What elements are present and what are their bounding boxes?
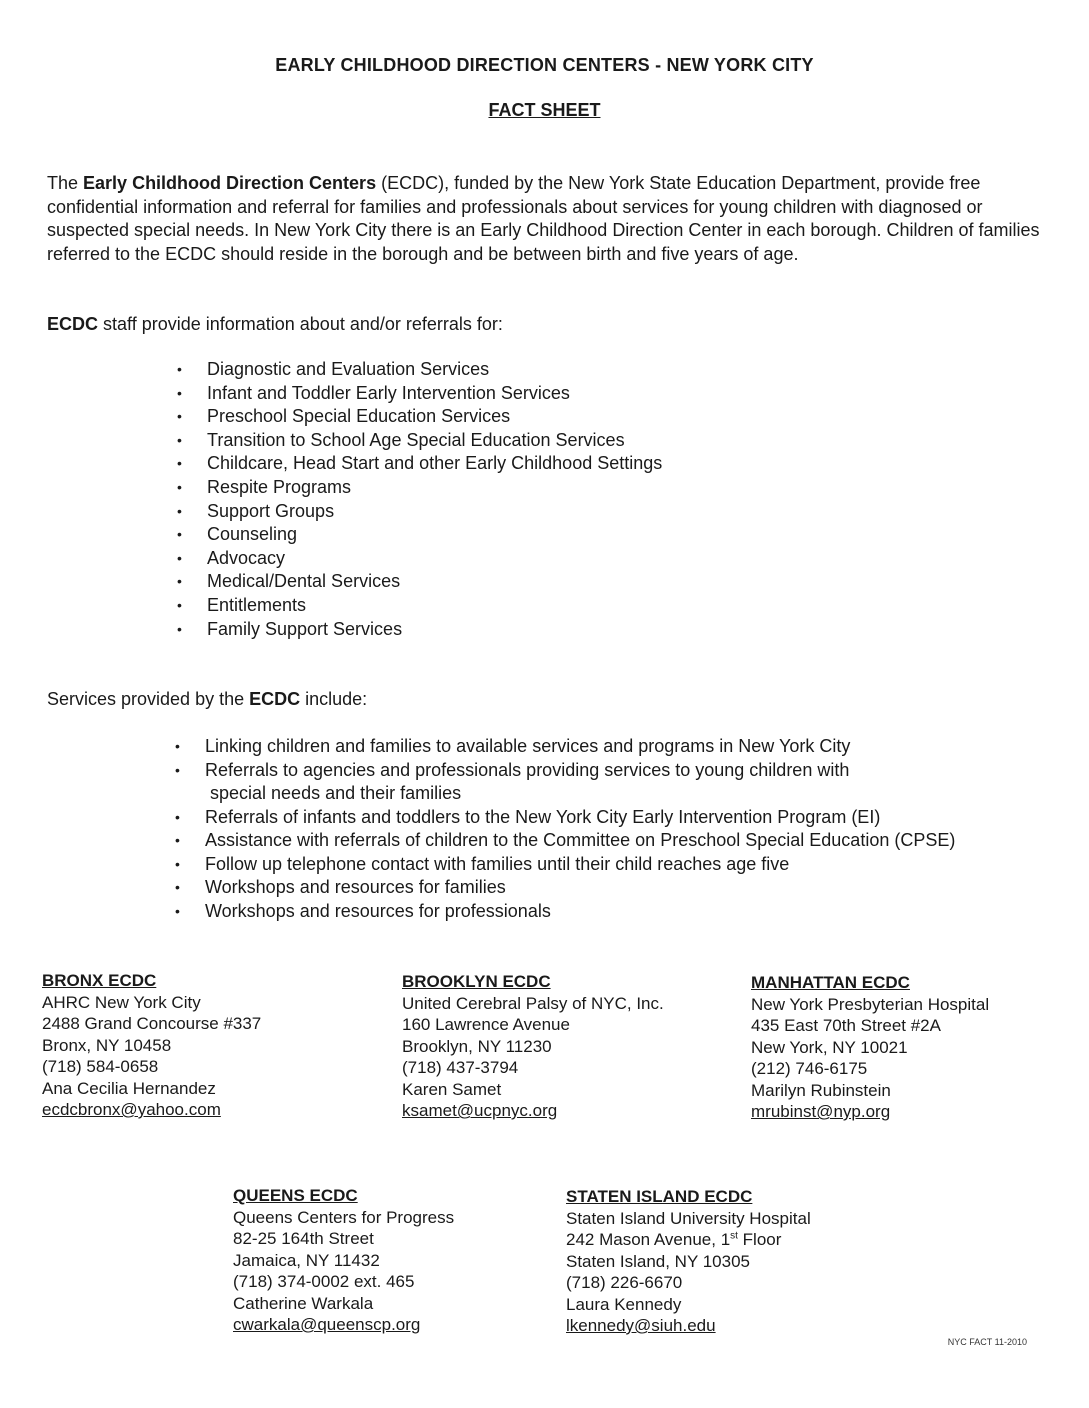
- staten-island-address-sup: st: [730, 1230, 738, 1242]
- page-subtitle: FACT SHEET: [488, 100, 601, 120]
- staten-island-email-link[interactable]: lkennedy@siuh.edu: [566, 1316, 716, 1335]
- staff-list-item: [177, 547, 662, 571]
- intro-post: (ECDC), funded by the New York State Education Department, provide free confidential information and referral for families and professionals about services for young children with diagnosed or suspected special needs. In New York City there is an Early Childhood Direction Center in each borough. Children of families referred to the ECDC should reside in the borough and be between birth and five years of age.: [47, 173, 1040, 264]
- bullet-icon: •: [177, 596, 182, 613]
- staff-list-item: [177, 500, 662, 524]
- brooklyn-city: Brooklyn, NY 11230: [402, 1036, 552, 1056]
- staten-island-address-post: Floor: [737, 1230, 782, 1249]
- bullet-icon: •: [177, 526, 182, 543]
- staten-island-address: [566, 1229, 811, 1251]
- services-list-item: [175, 759, 1045, 806]
- bronx-org: AHRC New York City: [42, 992, 201, 1012]
- page-title: EARLY CHILDHOOD DIRECTION CENTERS - NEW YORK CITY: [275, 55, 814, 75]
- bronx-person: Ana Cecilia Hernandez: [42, 1078, 216, 1098]
- manhattan-city: New York, NY 10021: [751, 1037, 908, 1057]
- manhattan-person: Marilyn Rubinstein: [751, 1080, 891, 1100]
- staff-list-item: [177, 618, 662, 642]
- staten-island-city: Staten Island, NY 10305: [566, 1251, 750, 1271]
- manhattan-heading: MANHATTAN ECDC: [751, 973, 910, 992]
- staff-list-item: [177, 429, 662, 453]
- brooklyn-org: United Cerebral Palsy of NYC, Inc.: [402, 993, 664, 1013]
- staten-island-contact: [566, 1186, 811, 1337]
- staff-lead-bold: ECDC: [47, 314, 99, 334]
- staten-island-heading: STATEN ISLAND ECDC: [566, 1187, 753, 1206]
- staff-list-item: [177, 570, 662, 594]
- brooklyn-person: Karen Samet: [402, 1079, 502, 1099]
- staff-list-item: [177, 476, 662, 500]
- intro-pre: The: [47, 173, 84, 193]
- bullet-icon: •: [177, 573, 182, 590]
- bullet-icon: •: [177, 408, 182, 425]
- services-lead-bold: ECDC: [249, 689, 301, 709]
- services-list-item-text: Referrals of infants and toddlers to the New York City Early Intervention Program (EI): [205, 806, 881, 827]
- staff-list-item-text: Medical/Dental Services: [207, 571, 401, 592]
- intro-bold: Early Childhood Direction Centers: [83, 173, 377, 193]
- services-list: [175, 735, 1045, 923]
- staff-list-item-text: Advocacy: [207, 547, 286, 568]
- services-list-item-text: Workshops and resources for professionals: [205, 900, 551, 921]
- staff-lead-text: staff provide information about and/or referrals for:: [98, 314, 503, 334]
- manhattan-email-link[interactable]: mrubinst@nyp.org: [751, 1102, 891, 1121]
- manhattan-phone: (212) 746-6175: [751, 1059, 868, 1078]
- queens-org: Queens Centers for Progress: [233, 1207, 455, 1227]
- queens-phone: (718) 374-0002 ext. 465: [233, 1272, 415, 1291]
- bullet-icon: •: [177, 620, 182, 637]
- services-lead-pre: Services provided by the: [47, 689, 250, 709]
- services-list-item: [175, 876, 1045, 900]
- services-list-item-text: Assistance with referrals of children to the Committee on Preschool Special Education (CPSE): [205, 830, 956, 850]
- staff-list-item-text: Family Support Services: [207, 618, 403, 639]
- brooklyn-contact: [402, 971, 664, 1122]
- bronx-email-link[interactable]: ecdcbronx@yahoo.com: [42, 1100, 221, 1119]
- staff-list-item: [177, 523, 662, 547]
- services-lead: [47, 688, 367, 710]
- staff-list-item-text: Infant and Toddler Early Intervention Services: [207, 382, 570, 403]
- staff-list-item-text: Counseling: [207, 524, 298, 545]
- services-list-item: [175, 806, 1045, 830]
- staff-list-item-text: Entitlements: [207, 594, 307, 615]
- services-list-item-text: Referrals to agencies and professionals providing services to young children with: [205, 759, 850, 780]
- brooklyn-address: 160 Lawrence Avenue: [402, 1015, 570, 1034]
- manhattan-contact: [751, 972, 989, 1123]
- staff-list-item-text: Childcare, Head Start and other Early Childhood Settings: [207, 453, 663, 474]
- staff-list-item: [177, 452, 663, 476]
- queens-city: Jamaica, NY 11432: [233, 1250, 380, 1270]
- staten-island-phone: (718) 226-6670: [566, 1273, 683, 1292]
- queens-contact: [233, 1185, 454, 1336]
- services-list-item-text: Linking children and families to available services and programs in New York City: [205, 736, 851, 756]
- staff-list-item-text: Diagnostic and Evaluation Services: [207, 359, 490, 379]
- services-list-item: [175, 829, 1045, 853]
- bullet-icon: •: [175, 738, 180, 754]
- services-list-item-text: Follow up telephone contact with families until their child reaches age five: [205, 853, 790, 874]
- services-list-item-continuation: special needs and their families: [210, 783, 462, 803]
- brooklyn-heading: BROOKLYN ECDC: [402, 972, 551, 991]
- staten-island-org: Staten Island University Hospital: [566, 1208, 811, 1228]
- manhattan-org: New York Presbyterian Hospital: [751, 994, 990, 1014]
- bronx-city: Bronx, NY 10458: [42, 1035, 172, 1055]
- bronx-address: 2488 Grand Concourse #337: [42, 1014, 262, 1033]
- staff-list-item: [177, 358, 662, 382]
- queens-heading: QUEENS ECDC: [233, 1186, 358, 1205]
- staff-list-item-text: Preschool Special Education Services: [207, 406, 511, 427]
- staff-list-item-text: Respite Programs: [207, 476, 352, 497]
- bullet-icon: •: [177, 549, 182, 566]
- bullet-icon: •: [175, 879, 180, 895]
- services-list-item: [175, 853, 1045, 877]
- bullet-icon: •: [177, 478, 182, 495]
- bronx-contact: [42, 970, 261, 1121]
- staff-list-item-text: Support Groups: [207, 500, 335, 521]
- services-list-item-text: Workshops and resources for families: [205, 877, 506, 897]
- footer-code: NYC FACT 11-2010: [947, 1337, 1027, 1347]
- staten-island-person: Laura Kennedy: [566, 1294, 682, 1314]
- bullet-icon: •: [175, 808, 180, 825]
- services-lead-post: include:: [300, 689, 368, 709]
- services-list-item: [175, 735, 1045, 759]
- bronx-phone: (718) 584-0658: [42, 1057, 159, 1076]
- staff-lead: [47, 313, 503, 335]
- bullet-icon: •: [177, 455, 182, 472]
- staff-list-item-text: Transition to School Age Special Education Services: [207, 429, 625, 450]
- services-list-item: [175, 900, 1045, 924]
- brooklyn-phone: (718) 437-3794: [402, 1058, 519, 1077]
- brooklyn-email-link[interactable]: ksamet@ucpnyc.org: [402, 1101, 558, 1120]
- bullet-icon: •: [177, 384, 182, 401]
- bullet-icon: •: [177, 502, 182, 519]
- staff-list-item: [177, 405, 662, 429]
- bullet-icon: •: [175, 832, 180, 848]
- queens-person: Catherine Warkala: [233, 1293, 374, 1313]
- staff-referral-list: [177, 358, 663, 641]
- intro-paragraph: [47, 172, 1047, 266]
- manhattan-address: 435 East 70th Street #2A: [751, 1016, 941, 1035]
- bullet-icon: •: [175, 855, 180, 872]
- bullet-icon: •: [177, 431, 182, 448]
- bronx-heading: BRONX ECDC: [42, 971, 157, 990]
- queens-address: 82-25 164th Street: [233, 1229, 374, 1248]
- bullet-icon: •: [175, 902, 180, 919]
- staff-list-item: [177, 382, 662, 406]
- staff-list-item: [177, 594, 662, 618]
- bullet-icon: •: [177, 361, 182, 377]
- staten-island-address-pre: 242 Mason Avenue, 1: [566, 1230, 731, 1249]
- queens-email-link[interactable]: cwarkala@queenscp.org: [233, 1315, 421, 1334]
- bullet-icon: •: [175, 761, 180, 778]
